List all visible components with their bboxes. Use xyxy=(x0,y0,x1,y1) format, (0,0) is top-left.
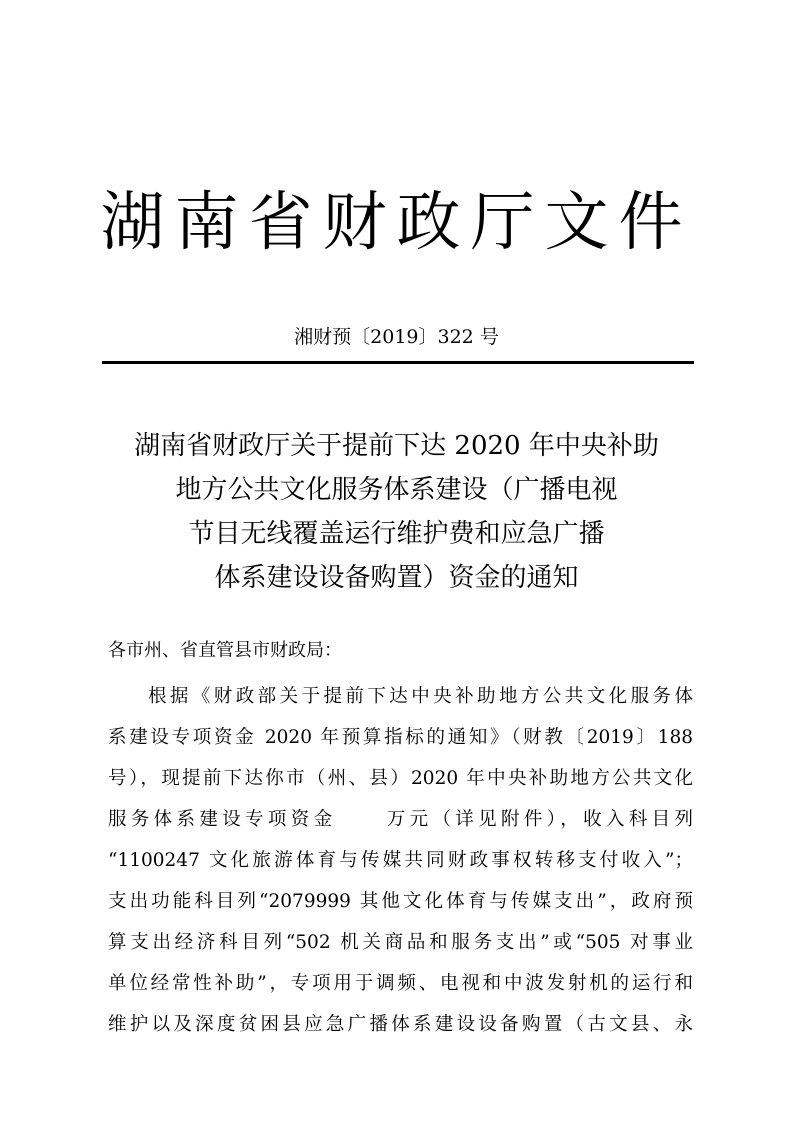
issuer-masthead: 湖南省财政厅文件 xyxy=(100,186,693,260)
header-divider xyxy=(102,361,694,364)
document-title xyxy=(90,424,703,600)
body-line: 算支出经济科目列“502 机关商品和服务支出”或“505 对事业 xyxy=(108,932,693,953)
body-line: 支出功能科目列“2079999 其他文化体育与传媒支出”，政府预 xyxy=(108,891,693,912)
body-line: 维护以及深度贫困县应急广播体系建设设备购置（古文县、永 xyxy=(108,1014,693,1035)
body-line: 单位经常性补助”，专项用于调频、电视和中波发射机的运行和 xyxy=(108,973,693,994)
body-line xyxy=(108,799,693,840)
body-line: 号），现提前下达你市（州、县）2020 年中央补助地方公共文化 xyxy=(108,768,693,789)
body-line: “1100247 文化旅游体育与传媒共同财政事权转移支付收入”； xyxy=(108,850,693,871)
body-line: 根据《财政部关于提前下达中央补助地方公共文化服务体 xyxy=(148,686,693,707)
title-line: 体系建设设备购置）资金的通知 xyxy=(214,563,579,593)
title-line: 湖南省财政厅关于提前下达 2020 年中央补助 xyxy=(134,431,659,461)
document-number: 湘财预〔2019〕322 号 xyxy=(294,326,499,348)
title-line: 地方公共文化服务体系建设（广播电视 xyxy=(175,475,618,505)
body-line-part: 万元（详见附件），收入科目列 xyxy=(382,809,693,830)
title-line: 节目无线覆盖运行维护费和应急广播 xyxy=(188,519,605,549)
body-text xyxy=(108,676,693,1045)
salutation: 各市州、省直管县市财政局： xyxy=(108,640,342,661)
body-line-part: 服务体系建设专项资金 xyxy=(108,809,337,830)
body-line: 系建设专项资金 2020 年预算指标的通知》（财教〔2019〕188 xyxy=(108,727,693,748)
